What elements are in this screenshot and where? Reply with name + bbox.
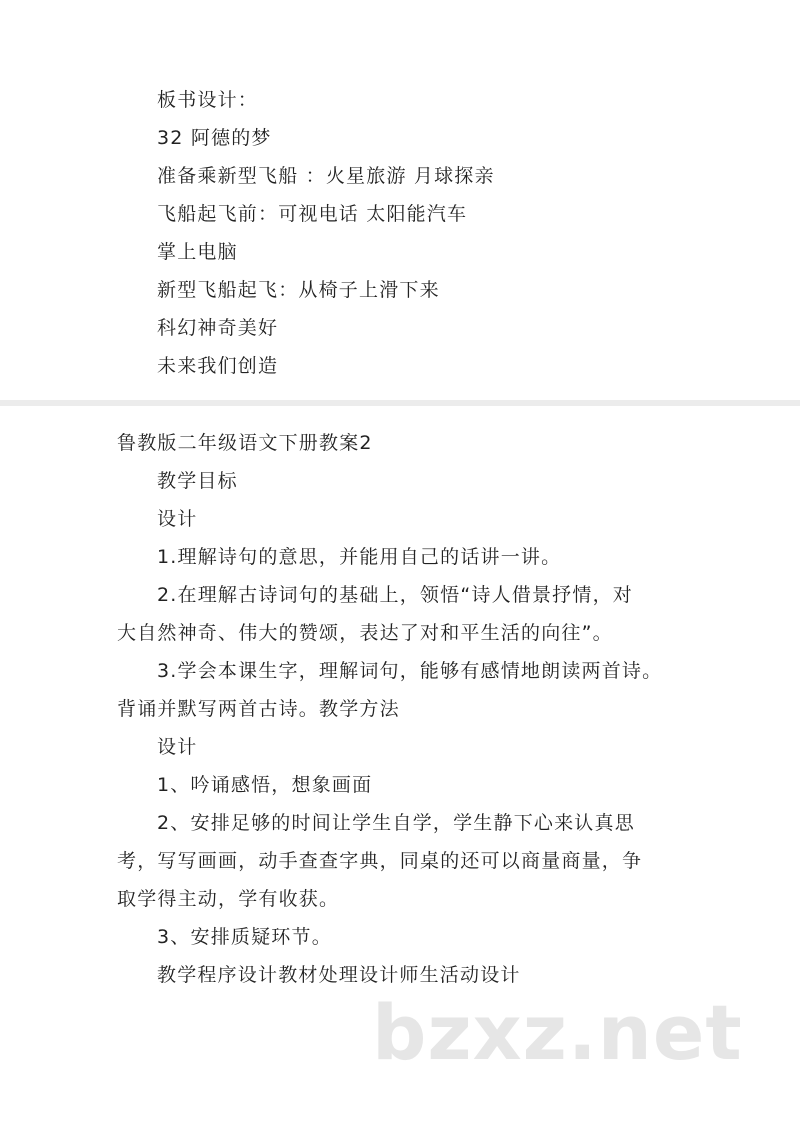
section-heading: 设计: [157, 508, 198, 530]
section-heading: 设计: [157, 736, 198, 758]
text-line: 飞船起飞前：可视电话 太阳能汽车: [157, 203, 468, 225]
board-design-heading: 板书设计：: [157, 89, 259, 111]
text-line: 掌上电脑: [157, 241, 238, 263]
paragraph-line: 考，写写画画，动手查查字典，同桌的还可以商量商量，争: [117, 850, 643, 872]
paragraph-line: 3.学会本课生字，理解词句，能够有感情地朗读两首诗。: [157, 660, 663, 682]
paragraph-line: 3、安排质疑环节。: [157, 926, 332, 948]
paragraph-line: 教学程序设计教材处理设计师生活动设计: [157, 964, 521, 986]
paragraph-line: 大自然神奇、伟大的赞颂，表达了对和平生活的向往”。: [117, 622, 613, 644]
paragraph-line: 1.理解诗句的意思，并能用自己的话讲一讲。: [157, 546, 562, 568]
paragraph-line: 2、安排足够的时间让学生自学，学生静下心来认真思: [157, 812, 635, 834]
document-title: 鲁教版二年级语文下册教案2: [117, 432, 373, 454]
paragraph-line: 背诵并默写两首古诗。教学方法: [117, 698, 400, 720]
paragraph-line: 2.在理解古诗词句的基础上，领悟“诗人借景抒情，对: [157, 584, 633, 606]
text-line: 准备乘新型飞船 ：火星旅游 月球探亲: [157, 165, 495, 187]
document-page-1: [0, 0, 800, 400]
text-line: 科幻神奇美好: [157, 317, 279, 339]
paragraph-line: 1、吟诵感悟，想象画面: [157, 774, 373, 796]
section-heading: 教学目标: [157, 470, 238, 492]
watermark: bzxz.net: [372, 988, 743, 1077]
text-line: 新型飞船起飞：从椅子上滑下来: [157, 279, 440, 301]
text-line: 未来我们创造: [157, 355, 279, 377]
lesson-title-line: 32 阿德的梦: [157, 127, 272, 149]
paragraph-line: 取学得主动，学有收获。: [117, 888, 340, 910]
